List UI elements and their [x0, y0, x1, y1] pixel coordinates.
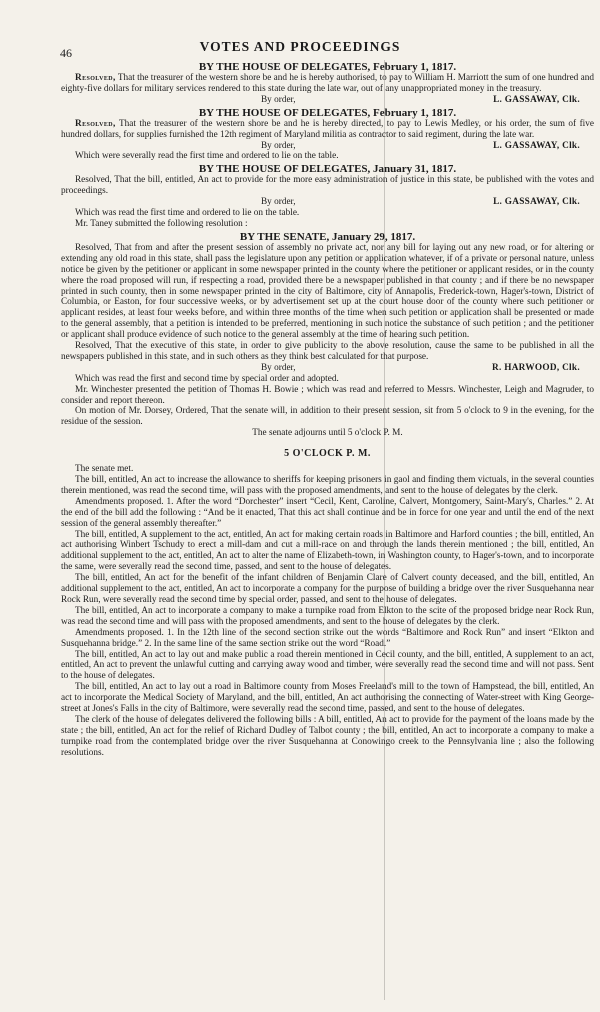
paragraph: Amendments proposed. 1. After the word “Dorchester” insert “Cecil, Kent, Caroline, Calvert, Montgomery, Saint-Mary's, Charles.” 2. At the end of the bill add the following : “And be it enacted, That this act shall continue and be in force for one year and until the end of the next session of the general assembly thereafter.” [61, 496, 594, 529]
section-heading: BY THE HOUSE OF DELEGATES, February 1, 1817. [198, 61, 457, 73]
paragraph: The bill, entitled, An act to incorporate a company to make a turnpike road from Elkton to the scite of the proposed bridge near Rock Run, was read the second time and will pass with the proposed amendments, and sent to the house of delegates by the clerk. [61, 605, 594, 627]
paragraph: Amendments proposed. 1. In the 12th line of the second section strike out the words “Baltimore and Rock Run” and insert “Elkton and Susquehanna bridge.” 2. In the same line of the same section strike out the word “Road.” [61, 627, 594, 649]
body-text [61, 60, 594, 759]
signature-clerk: L. GASSAWAY, Clk. [493, 197, 580, 208]
resolved-lead: Resolved, [75, 118, 116, 129]
section-heading: BY THE HOUSE OF DELEGATES, January 31, 1817. [198, 163, 457, 176]
paragraph: The senate met. [75, 464, 134, 475]
centered-line: The senate adjourns until 5 o'clock P. M. [252, 428, 403, 439]
paragraph: The bill, entitled, An act to lay out a road in Baltimore county from Moses Freeland's mill to the town of Hampstead, the bill, entitled, An act to incorporate the Medical Society of Maryland, and the bill, entitled, An act authorising the connecting of Water-street with King George-street at Jones's Falls in the city of Baltimore, were severally read the second time, passed, and sent to the house of delegates. [61, 682, 594, 715]
paragraph: The bill, entitled, An act to increase the allowance to sheriffs for keeping prisoners in gaol and finding them victuals, in the several counties therein mentioned, was read the second time, will pass with the proposed amendments, and sent to the house of delegates by the clerk. [61, 475, 594, 496]
paragraph: Resolved, That the executive of this state, in order to give publicity to the above resolution, cause the same to be published in all the newspapers published in this state, and in such others as they think best calculated for that purpose. [61, 341, 594, 362]
paragraph: On motion of Mr. Dorsey, Ordered, That the senate will, in addition to their present session, sit from 5 o'clock to 9 in the evening, for the residue of the session. [61, 406, 594, 428]
signature-clerk: L. GASSAWAY, Clk. [493, 94, 580, 105]
paragraph: The clerk of the house of delegates delivered the following bills : A bill, entitled, An act to provide for the payment of the loans made by the state ; the bill, entitled, An act for the relief of Richard Dudley of Talbot county ; the bill, entitled, An act to incorporate a company to make a turnpike road from the contemplated bridge over the river Susquehanna at Conowingo creek to the Pennsylvania line ; also the following resolutions. [61, 714, 594, 758]
paragraph: Mr. Taney submitted the following resolution : [75, 218, 248, 229]
paragraph-text: That the treasurer of the western shore be and he is hereby directed, to pay to Lewis Medley, or his order, the sum of five hundred dollars, for supplies furnished the 12th regiment of Maryland militia as contractor to said regiment, during the late war. [61, 118, 594, 140]
paragraph: Resolved, That from and after the present session of assembly no private act, nor any bill for laying out any new road, or for altering or extending any old road in this state, shall pass the legislature upon any petition or application whatever, if of a private or personal nature, unless notice be given by the petitioner or applicant in some newspaper printed in the county where the petitioner or applicant resides, or in the county where the road proposed will run, if respecting a road, provided there be a newspaper published in that county ; and if there be no newspaper printed in such county, then in some newspaper printed in the city of Baltimore, city of Annapolis, Frederick-town, Hager's-town, District of Columbia, or Easton, for four successive weeks, or by advertisement set up at the court house door of the county where such petitioner or applicant resides, at least four weeks before, and within three months of the time when such petition or application shall be presented or made to the general assembly, that a petition is intended to be preferred, mentioning in such notice the substance of such petition ; and the petitioner or applicant shall produce evidence of such notice to the general assembly at the time of hearing such petition. [61, 242, 594, 341]
signature-by-order: By order, [261, 140, 296, 151]
paragraph: The bill, entitled, An act for the benefit of the infant children of Benjamin Clare of Calvert county deceased, and the bill, entitled, An additional supplement to the act, entitled, An act to incorporate a company for the purpose of building a bridge over the river Susquehanna near Rock Run, were severally read the second time by special order, passed, and sent to the house of delegates. [61, 573, 594, 605]
paragraph: Resolved, That the bill, entitled, An act to provide for the more easy administration of justice in this state, be published with the votes and proceedings. [61, 175, 594, 197]
resolved-lead: Resolved, [75, 73, 116, 83]
paragraph-text: That the treasurer of the western shore be and he is hereby authorised, to pay to William H. Marriott the sum of one hundred and eighty-five dollars for military services rendered to this state during the late war, out of any unappropriated money in the treasury. [61, 73, 594, 94]
signature-line [61, 95, 594, 106]
signature-line [61, 363, 594, 374]
signature-line [61, 197, 594, 208]
paragraph [61, 73, 594, 95]
signature-by-order: By order, [261, 94, 296, 105]
signature-clerk: L. GASSAWAY, Clk. [493, 140, 580, 151]
paragraph: Which was read the first time and ordered to lie on the table. [75, 208, 300, 219]
paragraph: The bill, entitled, An act to lay out and make public a road therein mentioned in Cecil county, and the bill, entitled, A supplement to an act, entitled, An act to prevent the unlawful cutting and carrying away wood and timber, were severally read the second time and will not pass. Sent to the house of delegates. [61, 649, 594, 682]
signature-by-order: By order, [261, 362, 296, 373]
paragraph: Mr. Winchester presented the petition of Thomas H. Bowie ; which was read and referred to Messrs. Winchester, Leigh and Magruder, to consider and report thereon. [61, 384, 594, 406]
signature-clerk: R. HARWOOD, Clk. [492, 362, 580, 373]
section-heading: BY THE SENATE, January 29, 1817. [239, 230, 416, 243]
page-number: 46 [60, 46, 72, 60]
running-head: VOTES AND PROCEEDINGS [199, 39, 401, 54]
paragraph [61, 119, 594, 141]
signature-line [61, 141, 594, 152]
signature-by-order: By order, [261, 197, 296, 208]
section-heading: BY THE HOUSE OF DELEGATES, February 1, 1817. [198, 106, 457, 119]
paragraph: The bill, entitled, A supplement to the act, entitled, An act for making certain roads in Baltimore and Harford counties ; the bill, entitled, An act authorising Winbert Tschudy to erect a mill-dam and cut a mill-race on and through the lands therein mentioned ; the bill, entitled, An additional supplement to the act, entitled, An act to alter the name of Elizabeth-town, in Washington county, to Hager's-town, and to incorporate the same, were severally read the second time, passed, and sent to the house of delegates. [61, 529, 594, 573]
session-heading: 5 O'CLOCK P. M. [284, 448, 371, 460]
paragraph: Which were severally read the first time and ordered to lie on the table. [75, 151, 339, 162]
paragraph: Which was read the first and second time by special order and adopted. [75, 373, 339, 384]
